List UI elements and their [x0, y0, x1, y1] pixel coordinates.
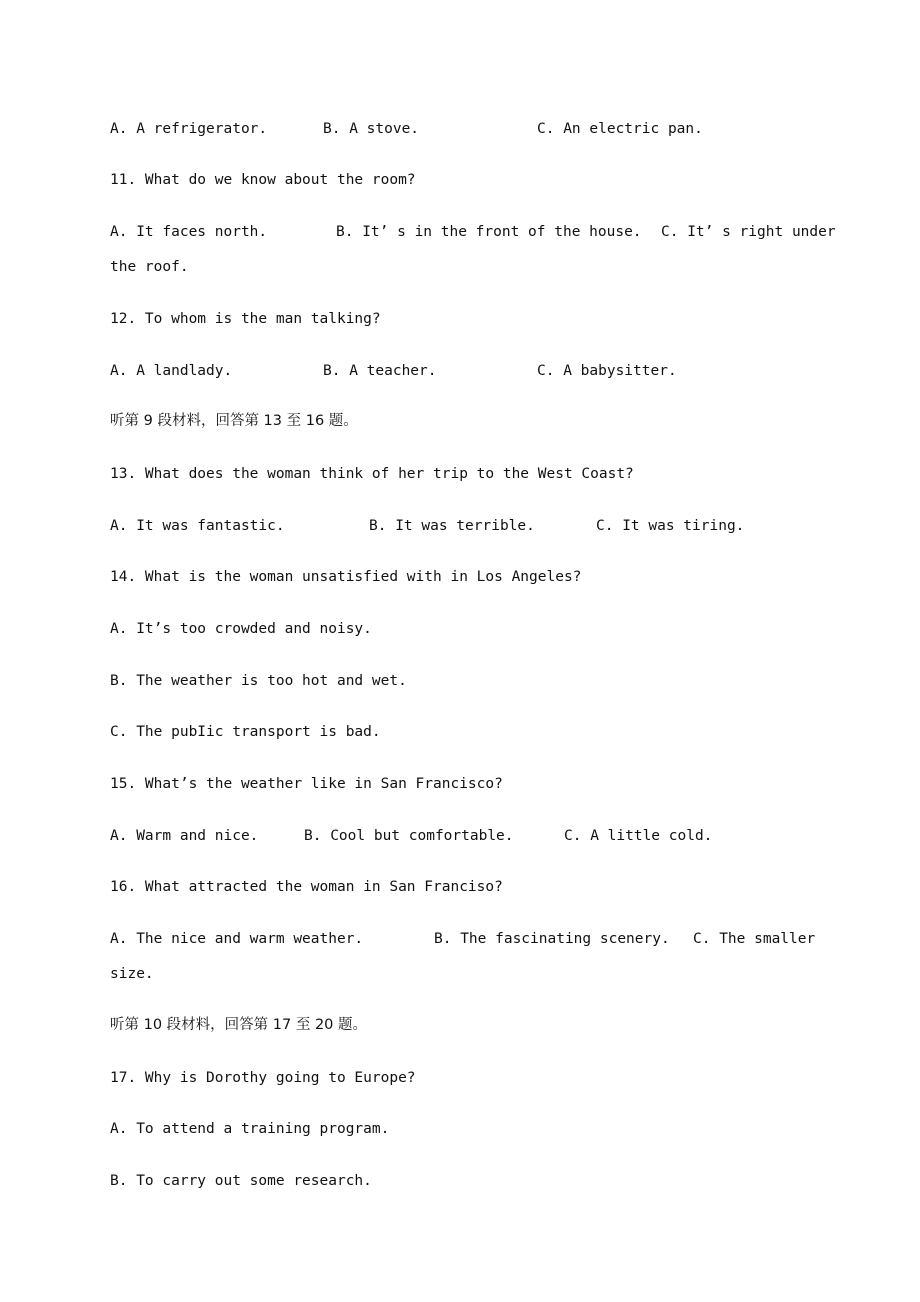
q13-option-c: C. It was tiring.	[596, 518, 745, 534]
q11-option-c: C. It’ s right under	[661, 224, 836, 240]
q16-option-c-continued: size.	[110, 966, 154, 982]
q15-option-a: A. Warm and nice.	[110, 828, 259, 844]
question-17: 17. Why is Dorothy going to Europe?	[110, 1070, 416, 1086]
q16-option-a: A. The nice and warm weather.	[110, 931, 364, 947]
q11-option-b: B. It’ s in the front of the house.	[336, 224, 642, 240]
q11-option-a: A. It faces north.	[110, 224, 268, 240]
q14-option-c: C. The pubIic transport is bad.	[110, 724, 381, 740]
q17-option-b: B. To carry out some research.	[110, 1173, 372, 1189]
q15-option-b: B. Cool but comfortable.	[304, 828, 514, 844]
question-11: 11. What do we know about the room?	[110, 172, 416, 188]
q13-option-a: A. It was fantastic.	[110, 518, 285, 534]
q10-option-b: B. A stove.	[323, 121, 420, 137]
q12-option-c: C. A babysitter.	[537, 363, 677, 379]
q10-option-c: C. An electric pan.	[537, 121, 703, 137]
q11-option-c-continued: the roof.	[110, 259, 189, 275]
q10-option-a: A. A refrigerator.	[110, 121, 268, 137]
q14-option-a: A. It’s too crowded and noisy.	[110, 621, 372, 637]
q15-option-c: C. A little cold.	[564, 828, 713, 844]
q12-option-a: A. A landlady.	[110, 363, 233, 379]
section-9-instruction: 听第 9 段材料，回答第 13 至 16 题。	[110, 413, 358, 429]
q12-option-b: B. A teacher.	[323, 363, 437, 379]
question-12: 12. To whom is the man talking?	[110, 311, 381, 327]
question-14: 14. What is the woman unsatisfied with in Los Angeles?	[110, 569, 582, 585]
q16-option-b: B. The fascinating scenery.	[434, 931, 670, 947]
q14-option-b: B. The weather is too hot and wet.	[110, 673, 407, 689]
q13-option-b: B. It was terrible.	[369, 518, 535, 534]
question-16: 16. What attracted the woman in San Franciso?	[110, 879, 503, 895]
q16-option-c: C. The smaller	[693, 931, 816, 947]
q17-option-a: A. To attend a training program.	[110, 1121, 390, 1137]
question-15: 15. What’s the weather like in San Francisco?	[110, 776, 503, 792]
question-13: 13. What does the woman think of her trip to the West Coast?	[110, 466, 634, 482]
section-10-instruction: 听第 10 段材料，回答第 17 至 20 题。	[110, 1017, 368, 1033]
